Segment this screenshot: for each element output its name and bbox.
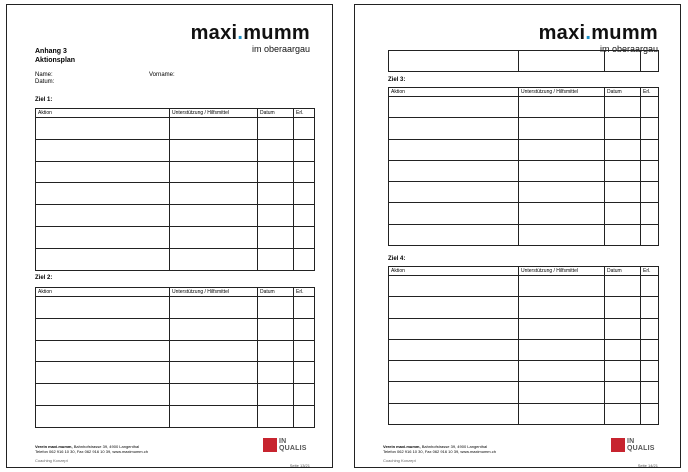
- datum-cell[interactable]: [258, 340, 294, 362]
- hilfsmittel-cell[interactable]: [519, 403, 605, 424]
- datum-cell[interactable]: [605, 203, 641, 224]
- hilfsmittel-cell[interactable]: [519, 339, 605, 360]
- continued-table-row: [388, 50, 659, 72]
- erl-cell[interactable]: [641, 224, 659, 245]
- hilfsmittel-cell[interactable]: [519, 182, 605, 203]
- col-hilfsmittel: Unterstützung / Hilfsmittel: [170, 109, 258, 118]
- logo-dot: .: [585, 22, 592, 44]
- footer-contact: Telefon 062 916 10 30, Fax 062 916 10 39, www.maximumm.ch: [35, 449, 148, 454]
- aktion-cell[interactable]: [36, 205, 170, 227]
- table-row: [389, 160, 659, 181]
- table-row: [389, 224, 659, 245]
- datum-cell[interactable]: [258, 384, 294, 406]
- aktion-cell[interactable]: [389, 382, 519, 403]
- datum-cell[interactable]: [605, 160, 641, 181]
- table-row: [389, 97, 659, 118]
- table-row: [389, 182, 659, 203]
- datum-cell[interactable]: [605, 339, 641, 360]
- goal-2-label: Ziel 2:: [35, 275, 53, 281]
- goal-1-label: Ziel 1:: [35, 97, 53, 103]
- personal-fields: [35, 72, 315, 86]
- col-erl: Erl.: [641, 88, 659, 97]
- hilfsmittel-cell[interactable]: [519, 276, 605, 297]
- table-row: [389, 339, 659, 360]
- erl-cell[interactable]: [641, 203, 659, 224]
- hilfsmittel-cell[interactable]: [170, 318, 258, 340]
- hilfsmittel-cell[interactable]: [519, 203, 605, 224]
- col-hilfsmittel: Unterstützung / Hilfsmittel: [519, 88, 605, 97]
- hilfsmittel-cell[interactable]: [170, 139, 258, 161]
- datum-cell[interactable]: [258, 139, 294, 161]
- col-hilfsmittel: Unterstützung / Hilfsmittel: [170, 288, 258, 297]
- goal-4-label: Ziel 4:: [388, 256, 406, 262]
- aktion-cell[interactable]: [389, 297, 519, 318]
- heading-anhang: Anhang 3: [35, 48, 67, 55]
- erl-cell[interactable]: [641, 297, 659, 318]
- datum-cell[interactable]: [258, 318, 294, 340]
- aktion-cell[interactable]: [36, 139, 170, 161]
- table-row: [36, 362, 315, 384]
- hilfsmittel-cell[interactable]: [170, 205, 258, 227]
- erl-cell[interactable]: [294, 362, 315, 384]
- erl-cell[interactable]: [641, 339, 659, 360]
- aktion-cell[interactable]: [36, 118, 170, 140]
- col-erl: Erl.: [641, 267, 659, 276]
- datum-cell[interactable]: [605, 276, 641, 297]
- col-aktion: Aktion: [36, 288, 170, 297]
- aktion-cell[interactable]: [36, 226, 170, 248]
- erl-cell[interactable]: [294, 405, 315, 427]
- inqualis-line-2: QUALIS: [279, 445, 307, 452]
- aktion-cell[interactable]: [389, 339, 519, 360]
- hilfsmittel-cell[interactable]: [170, 340, 258, 362]
- erl-cell[interactable]: [641, 403, 659, 424]
- aktion-cell[interactable]: [36, 318, 170, 340]
- page-footer: [35, 444, 148, 463]
- datum-cell[interactable]: [605, 361, 641, 382]
- datum-cell[interactable]: [605, 182, 641, 203]
- hilfsmittel-cell[interactable]: [519, 160, 605, 181]
- erl-cell[interactable]: [641, 182, 659, 203]
- aktion-cell[interactable]: [389, 203, 519, 224]
- table-row: [36, 248, 315, 270]
- aktion-cell[interactable]: [389, 182, 519, 203]
- erl-cell[interactable]: [294, 248, 315, 270]
- inqualis-wordmark: [627, 438, 655, 452]
- erl-cell[interactable]: [294, 384, 315, 406]
- vorname-label: Vorname:: [149, 72, 175, 78]
- datum-cell[interactable]: [258, 118, 294, 140]
- datum-cell[interactable]: [258, 362, 294, 384]
- aktion-cell[interactable]: [389, 318, 519, 339]
- erl-cell[interactable]: [641, 276, 659, 297]
- page-heading: [35, 47, 75, 65]
- table-row: [36, 340, 315, 362]
- hilfsmittel-cell[interactable]: [519, 118, 605, 139]
- inqualis-wordmark: [279, 438, 307, 452]
- erl-cell[interactable]: [294, 340, 315, 362]
- document-page-right: [354, 4, 681, 468]
- logo-subtitle: im oberaargau: [251, 44, 310, 54]
- table-row: [389, 318, 659, 339]
- table-row: [389, 382, 659, 403]
- aktion-cell[interactable]: [389, 139, 519, 160]
- aktion-cell[interactable]: [36, 384, 170, 406]
- col-datum: Datum: [605, 88, 641, 97]
- inqualis-mark: [611, 438, 625, 452]
- hilfsmittel-cell[interactable]: [170, 118, 258, 140]
- footer-address: Bahnhofstrasse 39, 4900 Langenthal: [420, 444, 488, 449]
- erl-cell[interactable]: [641, 51, 659, 72]
- erl-cell[interactable]: [641, 361, 659, 382]
- aktion-cell[interactable]: [36, 183, 170, 205]
- hilfsmittel-cell[interactable]: [170, 405, 258, 427]
- inqualis-line-1: IN: [627, 438, 635, 445]
- datum-cell[interactable]: [258, 205, 294, 227]
- table-row: [389, 51, 659, 72]
- datum-cell[interactable]: [258, 405, 294, 427]
- table-row: [36, 318, 315, 340]
- erl-cell[interactable]: [294, 161, 315, 183]
- erl-cell[interactable]: [641, 382, 659, 403]
- datum-cell[interactable]: [605, 118, 641, 139]
- page-number: Seite 14/21: [637, 463, 658, 468]
- aktion-cell[interactable]: [36, 362, 170, 384]
- goal-3-table: [388, 87, 659, 246]
- erl-cell[interactable]: [641, 318, 659, 339]
- table-row: [36, 183, 315, 205]
- erl-cell[interactable]: [641, 97, 659, 118]
- col-erl: Erl.: [294, 109, 315, 118]
- logo-text-2: mumm: [243, 22, 310, 44]
- hilfsmittel-cell[interactable]: [170, 248, 258, 270]
- aktion-cell[interactable]: [389, 276, 519, 297]
- table-row: [389, 139, 659, 160]
- datum-cell[interactable]: [605, 139, 641, 160]
- hilfsmittel-cell[interactable]: [170, 297, 258, 319]
- col-datum: Datum: [605, 267, 641, 276]
- aktion-cell[interactable]: [389, 361, 519, 382]
- col-hilfsmittel: Unterstützung / Hilfsmittel: [519, 267, 605, 276]
- hilfsmittel-cell[interactable]: [519, 297, 605, 318]
- logo-text-1: maxi: [190, 22, 238, 44]
- datum-label: Datum:: [35, 79, 55, 85]
- inqualis-line-2: QUALIS: [627, 445, 655, 452]
- heading-aktionsplan: Aktionsplan: [35, 57, 76, 64]
- page-footer: [383, 444, 496, 463]
- footer-coaching: Coaching Konzept: [35, 458, 68, 463]
- hilfsmittel-cell[interactable]: [519, 224, 605, 245]
- datum-cell[interactable]: [605, 318, 641, 339]
- aktion-cell[interactable]: [389, 51, 519, 72]
- erl-cell[interactable]: [641, 118, 659, 139]
- table-row: [36, 161, 315, 183]
- table-row: [389, 403, 659, 424]
- hilfsmittel-cell[interactable]: [519, 97, 605, 118]
- maximumm-logo: [191, 23, 310, 54]
- erl-cell[interactable]: [294, 205, 315, 227]
- table-row: [389, 297, 659, 318]
- erl-cell[interactable]: [641, 160, 659, 181]
- table-row: [36, 118, 315, 140]
- footer-coaching: Coaching Konzept: [383, 458, 416, 463]
- logo-dot: .: [237, 22, 244, 44]
- inqualis-line-1: IN: [279, 438, 287, 445]
- erl-cell[interactable]: [294, 226, 315, 248]
- aktion-cell[interactable]: [36, 248, 170, 270]
- table-row: [36, 226, 315, 248]
- hilfsmittel-cell[interactable]: [170, 183, 258, 205]
- hilfsmittel-cell[interactable]: [170, 161, 258, 183]
- hilfsmittel-cell[interactable]: [519, 51, 605, 72]
- inqualis-logo: [611, 438, 661, 462]
- table-row: [36, 297, 315, 319]
- datum-cell[interactable]: [605, 297, 641, 318]
- aktion-cell[interactable]: [36, 297, 170, 319]
- table-row: [36, 139, 315, 161]
- aktion-cell[interactable]: [389, 224, 519, 245]
- datum-cell[interactable]: [258, 183, 294, 205]
- aktion-cell[interactable]: [389, 160, 519, 181]
- datum-cell[interactable]: [258, 248, 294, 270]
- table-row: [389, 276, 659, 297]
- goal-3-label: Ziel 3:: [388, 77, 406, 83]
- table-row: [389, 118, 659, 139]
- logo-text-1: maxi: [538, 22, 586, 44]
- document-page-left: [6, 4, 333, 468]
- hilfsmittel-cell[interactable]: [170, 362, 258, 384]
- col-aktion: Aktion: [389, 88, 519, 97]
- erl-cell[interactable]: [294, 318, 315, 340]
- aktion-cell[interactable]: [36, 161, 170, 183]
- datum-cell[interactable]: [258, 226, 294, 248]
- goal-4-table: [388, 266, 659, 425]
- goal-1-table: [35, 108, 315, 271]
- table-row: [389, 203, 659, 224]
- col-aktion: Aktion: [36, 109, 170, 118]
- table-row: [36, 205, 315, 227]
- hilfsmittel-cell[interactable]: [519, 382, 605, 403]
- hilfsmittel-cell[interactable]: [519, 361, 605, 382]
- goal-2-table: [35, 287, 315, 428]
- erl-cell[interactable]: [641, 139, 659, 160]
- aktion-cell[interactable]: [389, 97, 519, 118]
- inqualis-logo: [263, 438, 313, 462]
- footer-org: Verein maxi.mumm,: [35, 444, 73, 449]
- aktion-cell[interactable]: [36, 405, 170, 427]
- hilfsmittel-cell[interactable]: [519, 318, 605, 339]
- col-aktion: Aktion: [389, 267, 519, 276]
- datum-cell[interactable]: [605, 382, 641, 403]
- datum-cell[interactable]: [605, 224, 641, 245]
- col-datum: Datum: [258, 288, 294, 297]
- footer-org: Verein maxi.mumm,: [383, 444, 421, 449]
- datum-cell[interactable]: [605, 51, 641, 72]
- erl-cell[interactable]: [294, 297, 315, 319]
- aktion-cell[interactable]: [36, 340, 170, 362]
- page-number: Seite 13/21: [289, 463, 310, 468]
- datum-cell[interactable]: [258, 297, 294, 319]
- hilfsmittel-cell[interactable]: [519, 139, 605, 160]
- footer-contact: Telefon 062 916 10 30, Fax 062 916 10 39, www.maximumm.ch: [383, 449, 496, 454]
- logo-subtitle: im oberaargau: [599, 44, 658, 54]
- name-label: Name:: [35, 72, 53, 78]
- datum-cell[interactable]: [605, 97, 641, 118]
- col-datum: Datum: [258, 109, 294, 118]
- hilfsmittel-cell[interactable]: [170, 226, 258, 248]
- erl-cell[interactable]: [294, 139, 315, 161]
- inqualis-mark: [263, 438, 277, 452]
- table-row: [389, 361, 659, 382]
- table-row: [36, 405, 315, 427]
- aktion-cell[interactable]: [389, 403, 519, 424]
- table-row: [36, 384, 315, 406]
- hilfsmittel-cell[interactable]: [170, 384, 258, 406]
- logo-text-2: mumm: [591, 22, 658, 44]
- col-erl: Erl.: [294, 288, 315, 297]
- footer-address: Bahnhofstrasse 39, 4900 Langenthal: [72, 444, 140, 449]
- datum-cell[interactable]: [258, 161, 294, 183]
- aktion-cell[interactable]: [389, 118, 519, 139]
- datum-cell[interactable]: [605, 403, 641, 424]
- erl-cell[interactable]: [294, 118, 315, 140]
- erl-cell[interactable]: [294, 183, 315, 205]
